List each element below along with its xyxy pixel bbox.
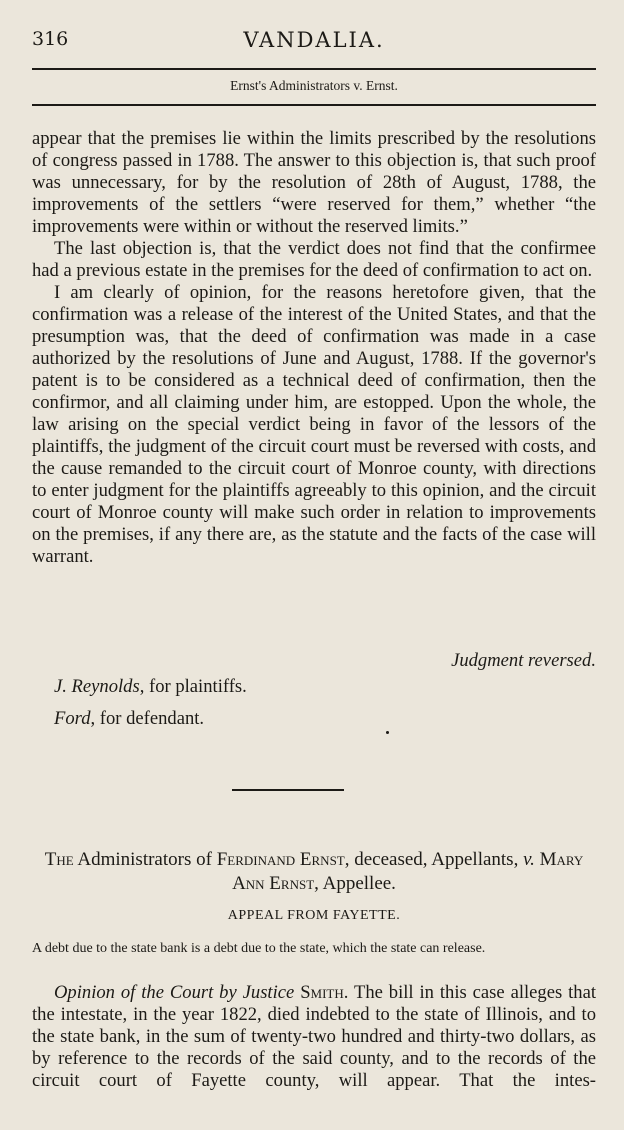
defendant-role: , for defendant. [90, 708, 205, 729]
running-title: VANDALIA. [243, 28, 385, 52]
body-paragraph-1: appear that the premises lie within the limits prescribed by the resolutions of congress passed in 1788. The answer to this objection is, that such proof was unnecessary, for by the resolution of 28th of August, 1788, the improvements of the settlers “were reserved for them,” whether “the improvements were within or without the reserved limits.” [32, 128, 596, 237]
opinion-text: The bill in this case alleges that the intestate, in the year 1822, died indebted to the state of Illinois, and to the state bank, in the sum of twenty-two hundred and thirty-two dollars, as by reference to the records of the said county, and to the records of the circuit court of Fayette county, will appear. That the intes- [32, 982, 596, 1091]
defendant-attorney: Ford [54, 708, 91, 729]
opinion-body [32, 128, 596, 568]
next-case-opinion [32, 982, 596, 1092]
next-case-title [32, 848, 596, 896]
case-title-ferdinand: Ferdinand Ernst [216, 849, 345, 870]
opinion-justice: Smith. [294, 982, 349, 1003]
case-title-text-2: , deceased, Appellants, [344, 849, 524, 870]
body-paragraph-2: The last objection is, that the verdict does not find that the confirmee had a previous estate in the premises for the deed of confirmation to act on. [32, 238, 596, 281]
header-rule-bottom [32, 104, 596, 106]
case-subhead: Ernst's Administrators v. Ernst. [230, 78, 398, 93]
counsel-plaintiffs [54, 676, 247, 698]
plaintiffs-role: , for plaintiffs. [139, 676, 247, 697]
ink-speck [386, 731, 389, 734]
opinion-intro: Opinion of the Court by Justice [54, 982, 295, 1003]
page-number: 316 [32, 28, 69, 50]
body-paragraph-3: I am clearly of opinion, for the reasons heretofore given, that the confirmation was a release of the interest of the United States, and that the presumption was, that the deed of confirmation was made in a case authorized by the resolutions of June and August, 1788. If the governor's patent is to be considered as a technical deed of confirmation, then the confirmor, and all claiming under him, are estopped. Upon the whole, the law arising on the special verdict being in favor of the lessors of the plaintiffs, the judgment of the circuit court must be reversed with costs, and the cause remanded to the circuit court of Monroe county, with directions to enter judgment for the plaintiffs agreeably to this opinion, and the circuit court of Monroe county will make such order in relation to improvements on the premises, if any there are, as the statute and the facts of the case will warrant. [32, 282, 596, 567]
case-title-text-1: Administrators of [73, 849, 217, 870]
section-divider [232, 789, 344, 791]
case-title-the: The [44, 849, 74, 870]
headnote: A debt due to the state bank is a debt due to the state, which the state can release. [32, 941, 486, 956]
appeal-line: APPEAL FROM FAYETTE. [227, 908, 401, 923]
case-title-versus: v. [523, 849, 535, 870]
plaintiffs-attorney: J. Reynolds [54, 676, 140, 697]
counsel-defendant [54, 708, 204, 730]
case-title-text-3: , Appellee. [314, 873, 396, 894]
header-rule-top [32, 68, 596, 70]
judgment-line: Judgment reversed. [451, 650, 596, 671]
running-head [32, 28, 596, 58]
case-title-mary: Mary Ann Ernst [232, 849, 584, 894]
